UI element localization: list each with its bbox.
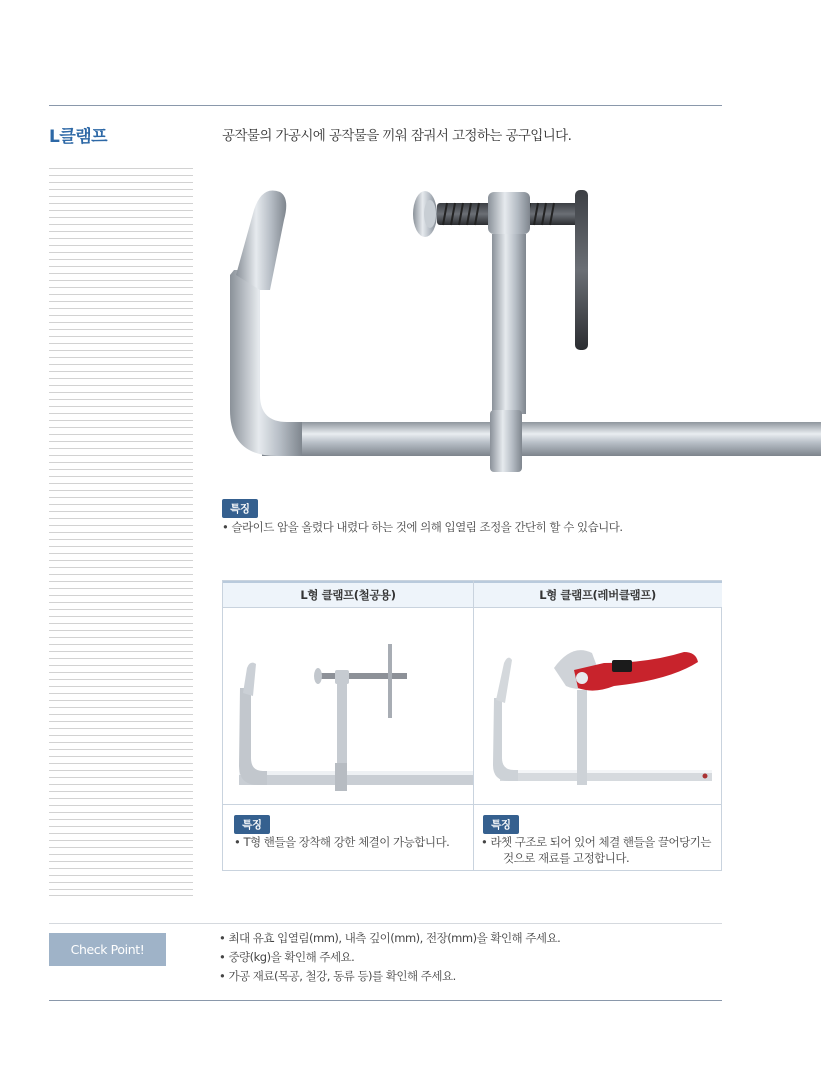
- lever-feature-line-2: 것으로 재료를 고정합니다.: [503, 851, 630, 865]
- check-point-label: Check Point!: [49, 933, 166, 966]
- sidebar-stripes: [49, 168, 193, 896]
- column-header-lever: L형 클램프(레버클램프): [473, 581, 722, 608]
- column-header-steel: L형 클램프(철공용): [223, 581, 473, 608]
- section-title: L클램프: [49, 127, 108, 147]
- row-separator: [223, 804, 721, 805]
- checkpoint-divider: [49, 923, 722, 924]
- steel-feature-text: • T형 핸들을 장착해 강한 체결이 가능합니다.: [234, 835, 450, 849]
- checkpoint-list: [219, 930, 560, 987]
- features-text: • 슬라이드 암을 올렸다 내렸다 하는 것에 의해 입열림 조정을 간단히 할 수 있습니다.: [222, 520, 623, 534]
- l-clamp-photo: [222, 180, 821, 480]
- checkpoint-item: • 최대 유효 입열림(mm), 내측 깊이(mm), 전장(mm)을 확인해 주세요.: [219, 931, 561, 945]
- steel-feature-badge: 특징: [234, 813, 270, 834]
- section-description: 공작물의 가공시에 공작물을 끼워 잠궈서 고정하는 공구입니다.: [222, 128, 572, 144]
- lever-clamp-photo: [474, 608, 722, 804]
- lever-feature-text: [481, 834, 711, 866]
- checkpoint-item: • 중량(kg)을 확인해 주세요.: [219, 950, 355, 964]
- checkpoint-item: • 가공 재료(목공, 철강, 동류 등)를 확인해 주세요.: [219, 969, 456, 983]
- features-badge: 특징: [222, 497, 258, 518]
- bottom-divider: [49, 1000, 722, 1001]
- top-divider: [49, 105, 722, 106]
- lever-feature-badge: 특징: [483, 813, 519, 834]
- comparison-table: [222, 580, 722, 871]
- steel-clamp-photo: [223, 608, 473, 804]
- lever-feature-line-1: • 라쳇 구조로 되어 있어 체결 핸들을 끌어당기는: [481, 835, 711, 849]
